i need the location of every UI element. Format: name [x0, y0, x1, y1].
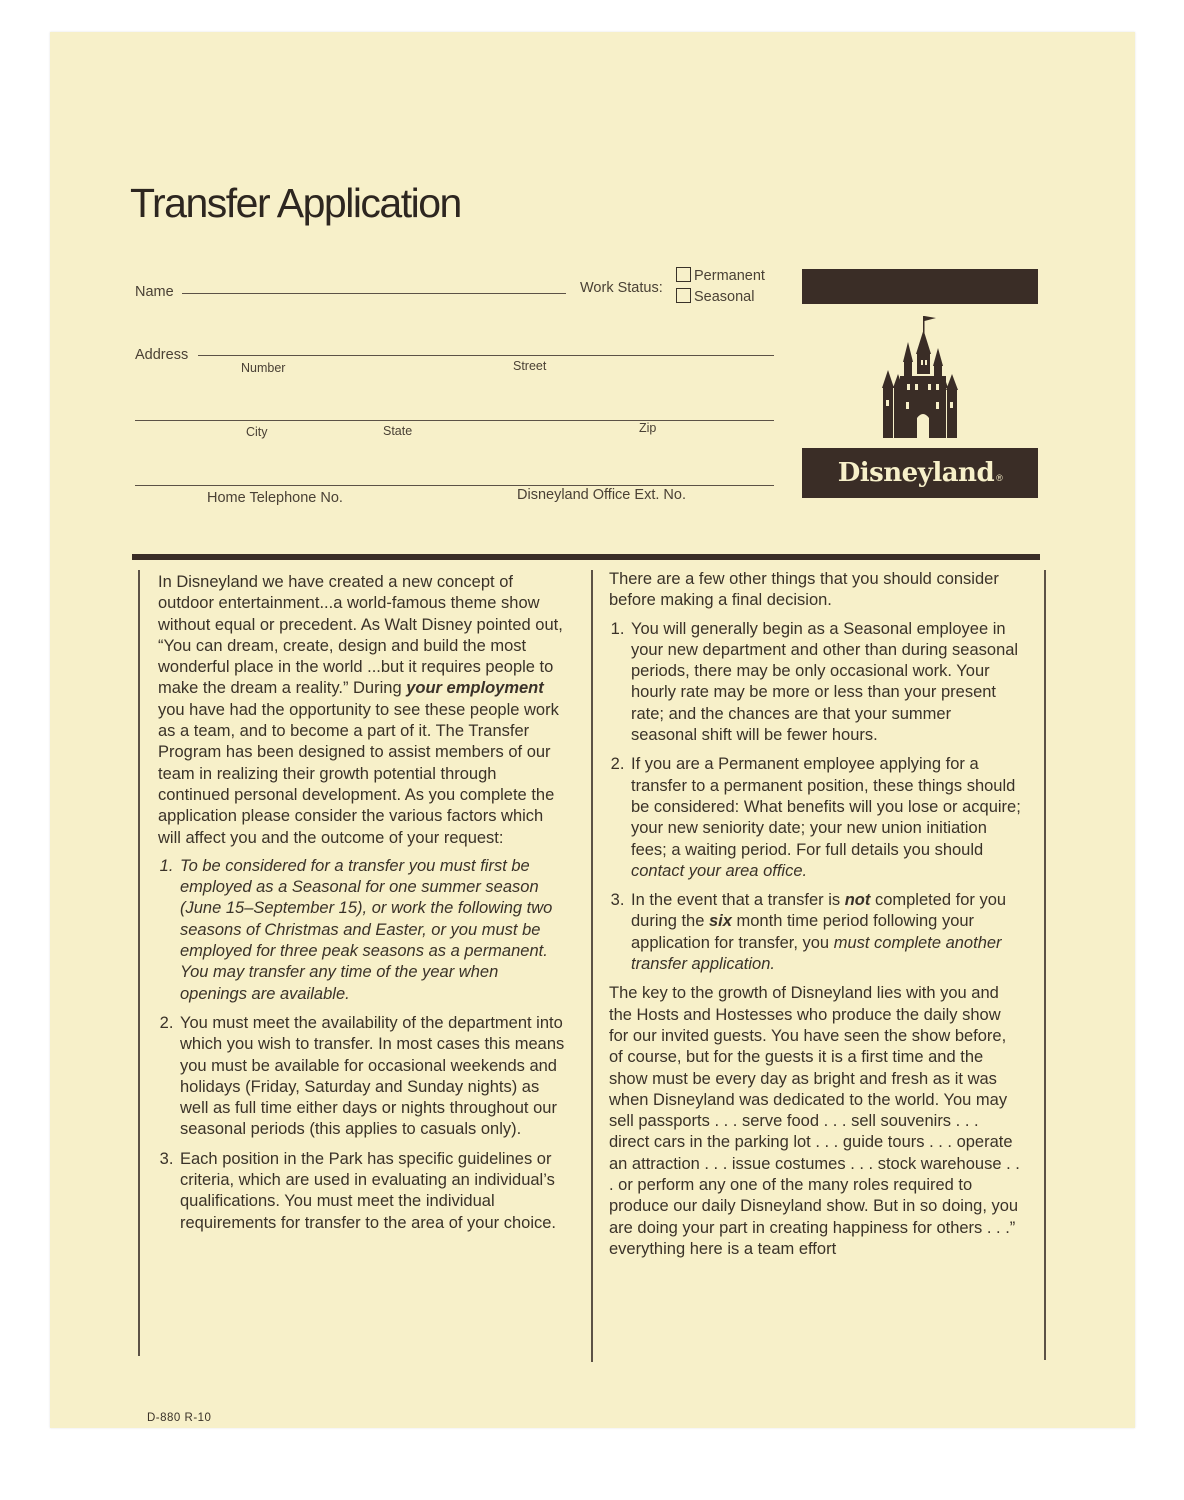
list-item: 3. Each position in the Park has specific guidelines or criteria, which are used in evaluating an individual’s qualifications. You must meet the individual requirements for transfer to the area of your choice. — [178, 1149, 568, 1234]
home-phone-sublabel: Home Telephone No. — [207, 490, 343, 506]
street-sublabel: Street — [513, 359, 547, 373]
item3-text-c: month time period following your application for transfer, you — [631, 912, 975, 952]
item3-six: six — [708, 912, 732, 931]
item2-emphasis: contact your area office. — [631, 861, 808, 880]
item2-text: If you are a Permanent employee applying for a transfer to a permanent position, these things should be considered: What benefits will you lose or acquire; your new seniority date; your new union initiation fees; a waiting period. For full details you should — [631, 755, 1021, 859]
right-column — [609, 569, 1021, 1267]
list-item — [629, 890, 1021, 975]
closing-paragraph: The key to the growth of Disneyland lies with you and the Hosts and Hostesses who produce the daily show for our invited guests. You have seen the show before, of course, but for the guests it is a first time and the show must be every day as bright and fresh as it was when Disneyland was dedicated to the world. You may sell passports . . . serve food . . . sell souvenirs . . . direct cars in the parking lot . . . guide tours . . . operate an attraction . . . issue costumes . . . stock warehouse . . . or perform any one of the many roles required to produce our daily Disneyland show. But in so doing, you are doing your part in creating happiness for others . . .” everything here is a team effort — [609, 984, 1020, 1258]
state-sublabel: State — [383, 424, 413, 438]
work-status-label: Work Status: — [580, 280, 663, 296]
wordmark-text: Disneyland — [837, 458, 995, 488]
seasonal-checkbox[interactable] — [676, 288, 691, 303]
intro-paragraph — [158, 572, 568, 849]
registered-mark: ® — [996, 473, 1003, 483]
castle-icon — [878, 314, 960, 440]
address-label: Address — [135, 347, 189, 363]
seasonal-label: Seasonal — [694, 289, 755, 305]
list-item: 2. You must meet the availability of the department into which you wish to transfer. In most cases this means you must be available for occasional weekends and holidays (Friday, Saturday and Sunday nights) as well as full time either days or nights throughout our seasonal periods (this applies to casuals only). — [178, 1013, 568, 1141]
item3-emphasis: must complete another transfer application. — [631, 933, 1002, 974]
number-sublabel: Number — [241, 361, 286, 375]
permanent-option[interactable] — [676, 267, 765, 284]
list-item: 1. You will generally begin as a Seasonal employee in your new department and other than during seasonal periods, there may be only occasional work. Your hourly rate may be more or less than your present rate; and the chances are that your summer seasonal shift will be fewer hours. — [629, 619, 1021, 747]
disneyland-wordmark — [802, 448, 1038, 498]
office-ext-sublabel: Disneyland Office Ext. No. — [517, 487, 686, 503]
city-sublabel: City — [246, 425, 268, 439]
item3-text-b: completed for you during the — [631, 891, 1007, 931]
permanent-checkbox[interactable] — [676, 267, 691, 282]
page-title: Transfer Application — [130, 180, 461, 226]
considerations-list — [609, 619, 1021, 976]
address-field[interactable] — [198, 355, 774, 356]
seasonal-option[interactable] — [676, 288, 754, 305]
city-state-zip-field[interactable] — [135, 420, 774, 421]
form-code: D-880 R-10 — [147, 1412, 212, 1424]
right-column-rule — [1044, 570, 1046, 1360]
left-column — [158, 572, 568, 1242]
logo-top-bar — [802, 269, 1038, 304]
intro-text-a: In Disneyland we have created a new concept of outdoor entertainment...a world-famous theme show without equal or precedent. As Walt Disney pointed out, “You can dream, create, design and build the most wonderful place in the world ...but it requires people to make the dream a reality.” During — [158, 573, 563, 698]
list-item — [629, 754, 1021, 882]
center-column-rule — [591, 570, 593, 1362]
intro-emphasis: your employment — [406, 679, 544, 698]
zip-sublabel: Zip — [639, 421, 657, 435]
intro-text-b: you have had the opportunity to see these people work as a team, and to become a part of it. The Transfer Program has been designed to assist members of our team in realizing their growth potential through continued personal development. As you complete the application please consider the various factors which will affect you and the outcome of your request: — [158, 700, 559, 847]
name-label: Name — [135, 284, 174, 300]
considerations-intro: There are a few other things that you should consider before making a final decision. — [609, 570, 999, 610]
permanent-label: Permanent — [694, 268, 765, 284]
section-divider — [132, 554, 1040, 560]
phone-field[interactable] — [135, 485, 774, 486]
name-field[interactable] — [182, 293, 566, 294]
item3-text-a: In the event that a transfer is — [631, 891, 845, 910]
requirements-list — [158, 856, 568, 1234]
item3-not: not — [844, 891, 871, 910]
list-item: 1. To be considered for a transfer you must first be employed as a Seasonal for one summer season (June 15–September 15), or work the following two seasons of Christmas and Easter, or you must be employed for three peak seasons as a permanent. You may transfer any time of the year when openings are available. — [178, 856, 568, 1005]
form-sheet — [50, 32, 1135, 1428]
left-column-rule — [138, 570, 140, 1356]
